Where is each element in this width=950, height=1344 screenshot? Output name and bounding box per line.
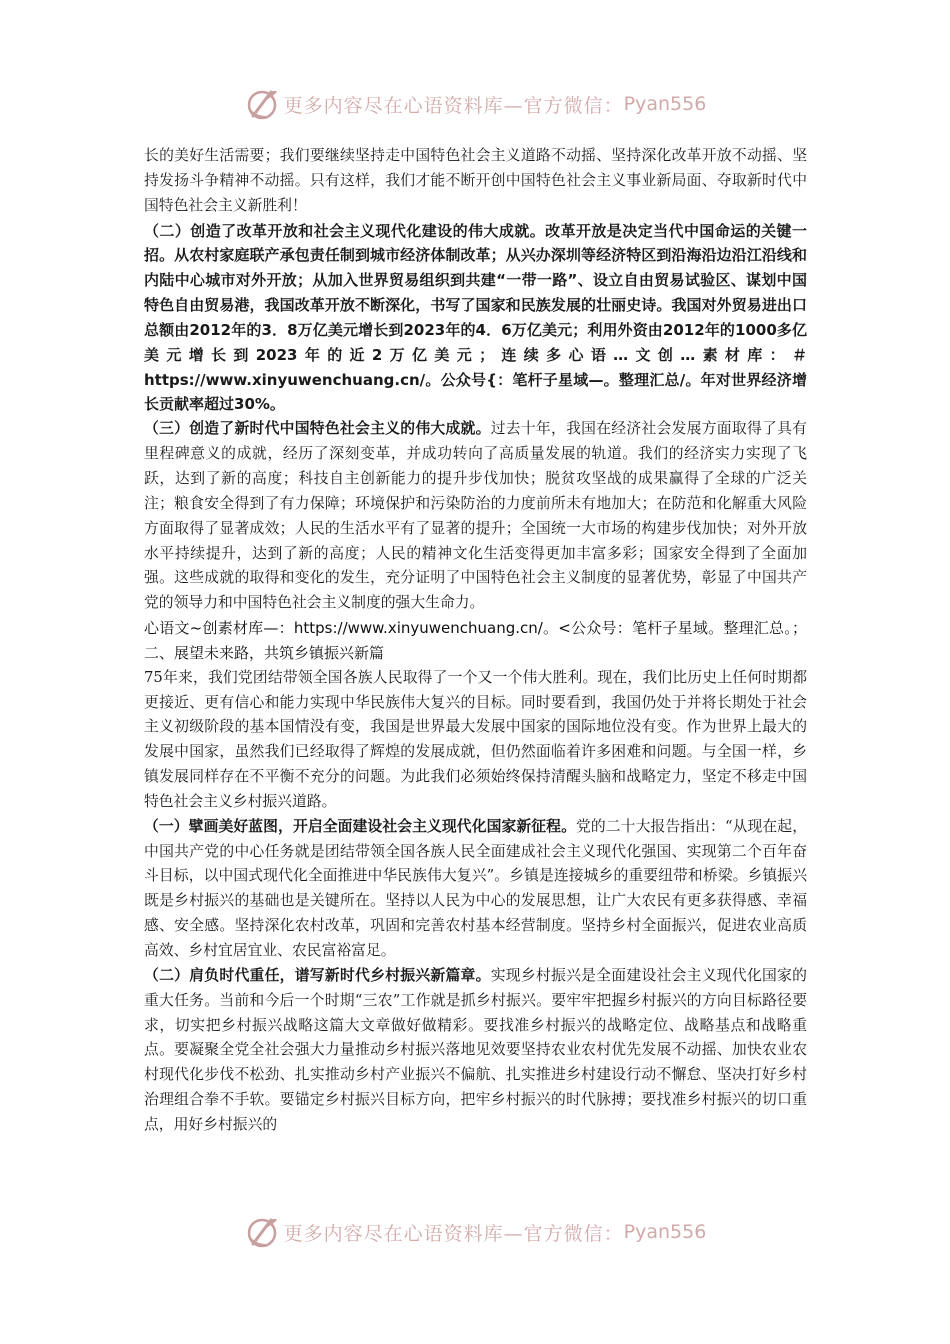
paragraph-7-heading: （二）肩负时代重任，谱写新时代乡村振兴新篇章。 bbox=[144, 966, 491, 984]
paragraph-7 bbox=[144, 964, 807, 1138]
watermark-text: 更多内容尽在心语资料库—官方微信： bbox=[283, 1222, 624, 1245]
paragraph-6-heading: （一）擘画美好蓝图，开启全面建设社会主义现代化国家新征程。 bbox=[144, 817, 576, 835]
paragraph-3 bbox=[144, 417, 807, 616]
paragraph-5: 75年来，我们党团结带领全国各族人民取得了一个又一个伟大胜利。现在，我们比历史上任何时期都更接近、更有信心和能力实现中华民族伟大复兴的目标。同时要看到，我国仍处于并将长期处于社会主义初级阶段的基本国情没有变，我国是世界最大发展中国家的国际地位没有变。作为世界上最大的发展中国家，虽然我们已经取得了辉煌的发展成就，但仍然面临着许多困难和问题。与全国一样，乡镇发展同样存在不平衡不充分的问题。为此我们必须始终保持清醒头脑和战略定力，坚定不移走中国特色社会主义乡村振兴道路。 bbox=[144, 668, 807, 810]
paragraph-3-heading: （三）创造了新时代中国特色社会主义的伟大成就。 bbox=[144, 420, 491, 438]
paragraph-3-text: 过去十年，我国在经济社会发展方面取得了具有里程碑意义的成就，经历了深刻变革，并成功转向了高质量发展的轨道。我们的经济实力实现了飞跃，达到了新的高度；科技自主创新能力的提升步伐加快；脱贫攻坚战的成果赢得了全球的广泛关注；粮食安全得到了有力保障；环境保护和污染防治的力度前所未有地加大；在防范和化解重大风险方面取得了显著成效；人民的生活水平有了显著的提升；全国统一大市场的构建步伐加快；对外开放水平持续提升，达到了新的高度；人民的精神文化生活变得更加丰富多彩；国家安全得到了全面加强。这些成就的取得和变化的发生，充分证明了中国特色社会主义制度的显著优势，彰显了中国共产党的领导力和中国特色社会主义制度的强大生命力。 bbox=[144, 420, 807, 612]
document-body bbox=[144, 144, 807, 1138]
watermark-banner-bottom bbox=[0, 1212, 950, 1252]
watermark-banner-top bbox=[0, 84, 950, 124]
paragraph-6 bbox=[144, 815, 807, 964]
watermark-wechat-id: Pyan556 bbox=[623, 1221, 707, 1243]
watermark-text: 更多内容尽在心语资料库—官方微信： bbox=[283, 94, 624, 117]
paragraph-2: （二）创造了改革开放和社会主义现代化建设的伟大成就。改革开放是决定当代中国命运的关键一招。从农村家庭联产承包责任制到城市经济体制改革；从兴办深圳等经济特区到沿海沿边沿江沿线和内陆中心城市对外开放；从加入世界贸易组织到共建“一带一路”、设立自由贸易试验区、谋划中国特色自由贸易港，我国改革开放不断深化，书写了国家和民族发展的壮丽史诗。我国对外贸易进出口总额由2012年的3．8万亿美元增长到2023年的4．6万亿美元；利用外资由2012年的1000多亿美元增长到2023年的近2万亿美元；连续多心语…文创…素材库：＃https://www.xinyuwenchuang.cn/。公众号{：笔杆子星域—。整理汇总/。年对世界经济增长贡献率超过30%。 bbox=[144, 221, 807, 414]
paragraph-4-section-title: 心语文~创素材库—：https://www.xinyuwenchuang.cn/。<公众号：笔杆子星域。整理汇总。；二、展望未来路，共筑乡镇振兴新篇 bbox=[144, 619, 807, 662]
quill-logo-icon bbox=[244, 1214, 280, 1250]
paragraph-7-text: 实现乡村振兴是全面建设社会主义现代化国家的重大任务。当前和今后一个时期“三农”工作就是抓乡村振兴。要牢牢把握乡村振兴的方向目标路径要求，切实把乡村振兴战略这篇大文章做好做精彩。要找准乡村振兴的战略定位、战略基点和战略重点。要凝聚全党全社会强大力量推动乡村振兴落地见效要坚持农业农村优先发展不动摇、加快农业农村现代化步伐不松劲、扎实推动乡村产业振兴不偏航、扎实推进乡村建设行动不懈怠、坚决打好乡村治理组合拳不手软。要锚定乡村振兴目标方向，把牢乡村振兴的时代脉搏；要找准乡村振兴的切口重点，用好乡村振兴的 bbox=[144, 966, 807, 1133]
paragraph-1: 长的美好生活需要；我们要继续坚持走中国特色社会主义道路不动摇、坚持深化改革开放不动摇、坚持发扬斗争精神不动摇。只有这样，我们才能不断开创中国特色社会主义事业新局面、夺取新时代中国特色社会主义新胜利！ bbox=[144, 147, 807, 214]
paragraph-6-text: 党的二十大报告指出：“从现在起，中国共产党的中心任务就是团结带领全国各族人民全面建成社会主义现代化强国、实现第二个百年奋斗目标，以中国式现代化全面推进中华民族伟大复兴”。乡镇是连接城乡的重要纽带和桥梁。乡镇振兴既是乡村振兴的基础也是关键所在。坚持以人民为中心的发展思想，让广大农民有更多获得感、幸福感、安全感。坚持深化农村改革，巩固和完善农村基本经营制度。坚持乡村全面振兴，促进农业高质高效、乡村宜居宜业、农民富裕富足。 bbox=[144, 817, 807, 959]
watermark-wechat-id: Pyan556 bbox=[623, 93, 707, 115]
quill-logo-icon bbox=[244, 86, 280, 122]
